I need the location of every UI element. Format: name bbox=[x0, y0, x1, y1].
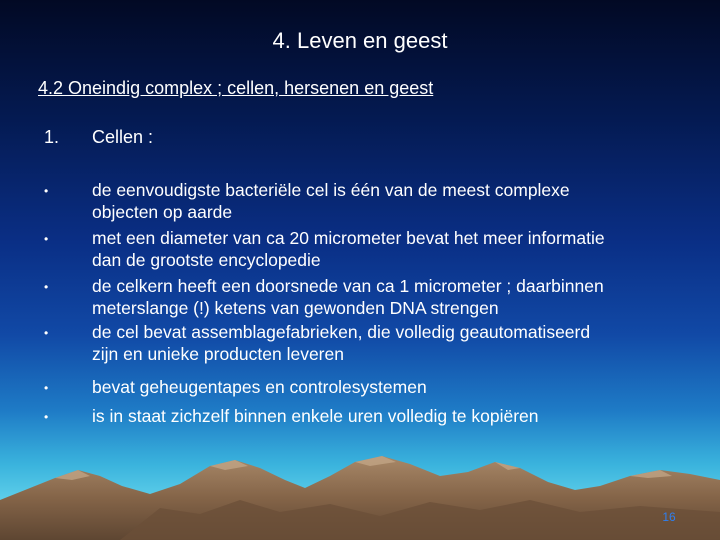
bullet-line: is in staat zichzelf binnen enkele uren volledig te kopiëren bbox=[92, 406, 539, 426]
bullet-line: meterslange (!) ketens van gewonden DNA strengen bbox=[92, 298, 499, 318]
section-heading: Cellen : bbox=[92, 127, 154, 147]
bullet-line: met een diameter van ca 20 micrometer bevat het meer informatie bbox=[92, 228, 605, 248]
bullet-line: zijn en unieke producten leveren bbox=[92, 344, 344, 364]
slide-title: 4. Leven en geest bbox=[272, 28, 448, 53]
bullet-marker: • bbox=[44, 326, 49, 340]
page-number: 16 bbox=[662, 510, 676, 524]
bullet-line: objecten op aarde bbox=[92, 202, 233, 222]
bullet-marker: • bbox=[44, 280, 49, 294]
slide-subtitle: 4.2 Oneindig complex ; cellen, hersenen en geest bbox=[38, 78, 434, 98]
bullet-line: dan de grootste encyclopedie bbox=[92, 250, 321, 270]
bullet-line: de celkern heeft een doorsnede van ca 1 micrometer ; daarbinnen bbox=[92, 276, 604, 296]
bullet-line: de eenvoudigste bacteriële cel is één van de meest complexe bbox=[92, 180, 570, 200]
bullet-marker: • bbox=[44, 381, 49, 395]
section-number: 1. bbox=[44, 127, 60, 147]
bullet-marker: • bbox=[44, 232, 49, 246]
bullet-marker: • bbox=[44, 410, 49, 424]
bullet-marker: • bbox=[44, 184, 49, 198]
bullet-line: bevat geheugentapes en controlesystemen bbox=[92, 377, 427, 397]
bullet-line: de cel bevat assemblagefabrieken, die volledig geautomatiseerd bbox=[92, 322, 591, 342]
